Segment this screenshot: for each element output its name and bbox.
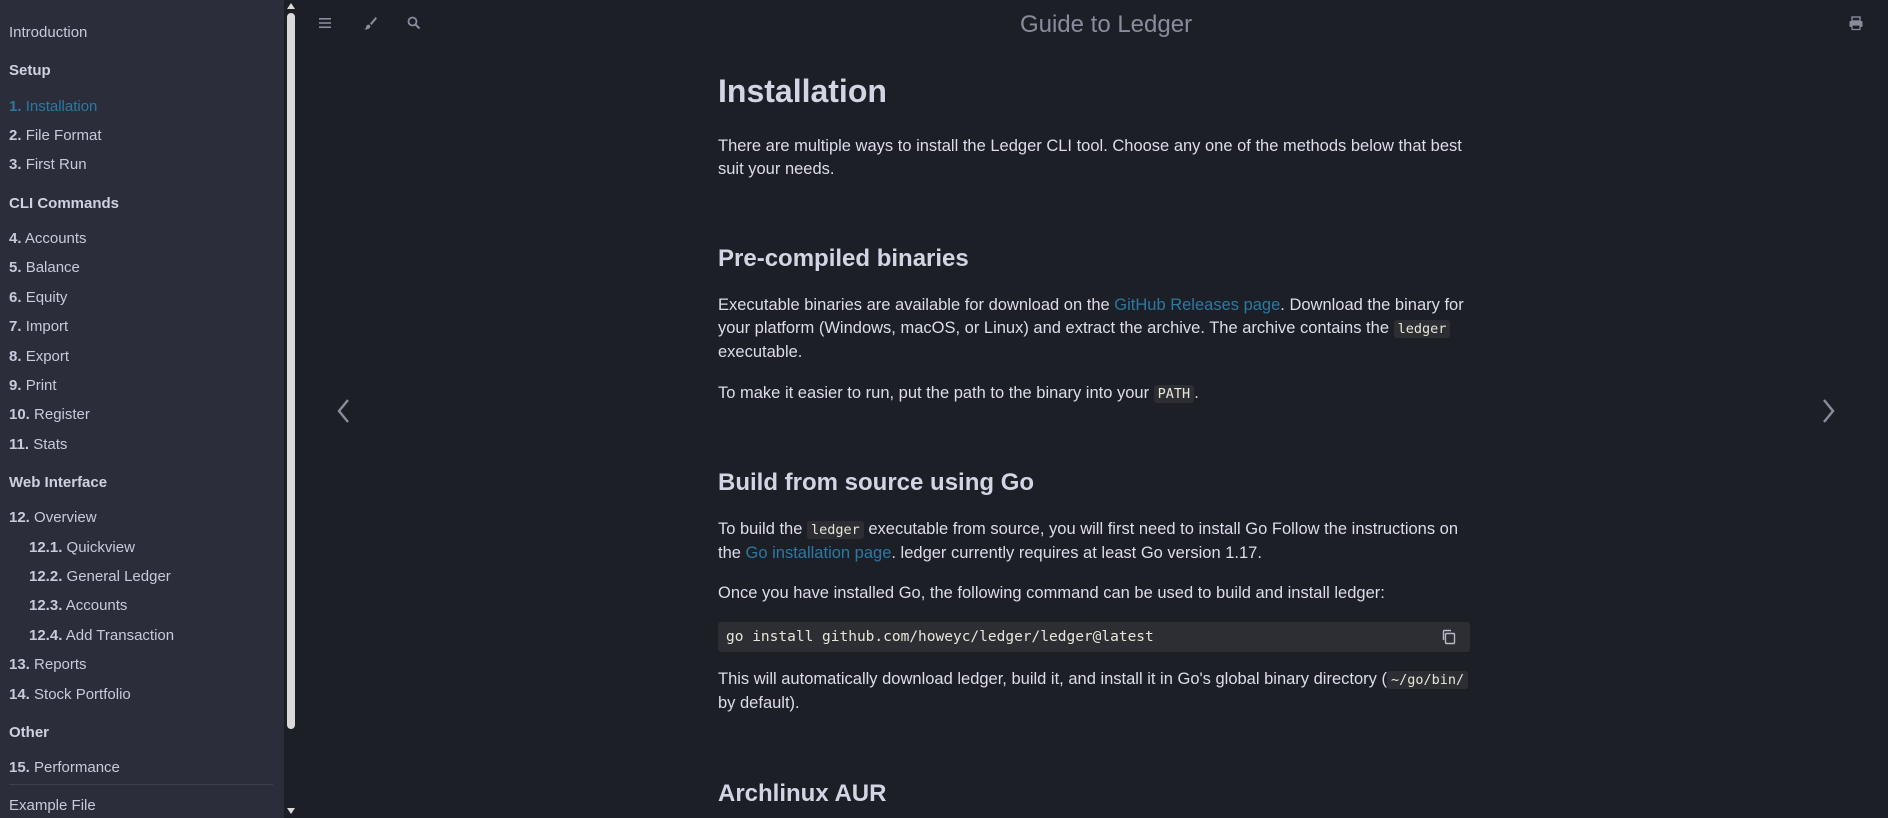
- sidebar-item-number: 6.: [9, 289, 22, 306]
- sidebar-item-label: Overview: [34, 509, 97, 526]
- sidebar-item-label: Stats: [33, 436, 68, 453]
- sidebar-item-label: First Run: [25, 156, 87, 173]
- sidebar-item-export[interactable]: [9, 347, 69, 367]
- sidebar-item-import[interactable]: [9, 317, 68, 337]
- text-run: To make it easier to run, put the path to the binary into your: [718, 384, 1154, 402]
- sidebar-item-number: 11.: [9, 436, 30, 453]
- text-run: by default).: [718, 694, 800, 712]
- sidebar-item-label: General Ledger: [66, 568, 171, 585]
- inline-code: ~/go/bin/: [1387, 671, 1468, 689]
- sidebar-part-web-interface: Web Interface: [9, 474, 108, 491]
- sidebar-item-overview[interactable]: [9, 508, 97, 528]
- sidebar-item-file-format[interactable]: [9, 126, 102, 146]
- inline-code: ledger: [1394, 320, 1451, 338]
- sidebar-item-label: Quickview: [66, 539, 135, 556]
- sidebar-part-other: Other: [9, 724, 50, 741]
- sidebar-item-label: Add Transaction: [65, 627, 175, 644]
- search-icon[interactable]: [406, 15, 422, 31]
- sidebar-item-number: 12.1.: [29, 539, 63, 556]
- install-command[interactable]: go install github.com/howeyc/ledger/ledger@latest: [726, 629, 1154, 645]
- path-paragraph: [718, 382, 1470, 406]
- sidebar-item-label: Register: [34, 406, 90, 423]
- heading-archlinux-aur: Archlinux AUR: [718, 780, 887, 807]
- paintbrush-icon[interactable]: [362, 15, 378, 31]
- heading-build-from-source: Build from source using Go: [718, 469, 1035, 496]
- sidebar-item-label: Equity: [25, 289, 68, 306]
- sidebar-item-number: 14.: [9, 686, 30, 703]
- sidebar-item-number: 8.: [9, 348, 22, 365]
- sidebar-item-number: 10.: [9, 406, 30, 423]
- sidebar: [0, 0, 284, 818]
- print-icon[interactable]: [1848, 15, 1864, 31]
- sidebar-item-label: Installation: [25, 98, 98, 115]
- text-run: This will automatically download ledger, build it, and install it in Go's global binary directory (: [718, 670, 1387, 688]
- intro-paragraph: There are multiple ways to install the Ledger CLI tool. Choose any one of the methods below that best suit your needs.: [718, 137, 1462, 178]
- sidebar-item-label: Reports: [34, 656, 87, 673]
- sidebar-item-number: 12.4.: [29, 627, 63, 644]
- sidebar-item-equity[interactable]: [9, 288, 67, 308]
- scroll-down-icon[interactable]: [287, 808, 295, 814]
- sidebar-item-stock-portfolio[interactable]: [9, 685, 131, 705]
- sidebar-item-label: Performance: [34, 759, 120, 776]
- sidebar-item-number: 12.2.: [29, 568, 63, 585]
- next-chapter-icon[interactable]: [1818, 396, 1838, 426]
- sidebar-item-introduction[interactable]: [9, 23, 87, 43]
- menu-bar: [300, 0, 1888, 48]
- text-run: . ledger currently requires at least Go version 1.17.: [891, 544, 1262, 562]
- sidebar-item-number: 15.: [9, 759, 30, 776]
- github-releases-link[interactable]: GitHub Releases page: [1114, 296, 1281, 314]
- sidebar-item-number: 2.: [9, 127, 22, 144]
- text-run: . Download the binary for your platform (Windows, macOS, or Linux) and extract the archive. The archive contains the: [718, 296, 1464, 337]
- text-run: To build the: [718, 520, 807, 538]
- sidebar-item-add-transaction[interactable]: [29, 626, 174, 646]
- precompiled-paragraph: [718, 294, 1470, 364]
- auto-download-paragraph: [718, 668, 1470, 715]
- sidebar-item-number: 12.: [9, 509, 30, 526]
- sidebar-item-web-accounts[interactable]: [29, 596, 127, 616]
- sidebar-item-label: Stock Portfolio: [34, 686, 131, 703]
- sidebar-item-print[interactable]: [9, 376, 57, 396]
- build-paragraph: [718, 518, 1470, 565]
- menu-icon[interactable]: [317, 15, 333, 31]
- sidebar-item-performance[interactable]: [9, 758, 120, 778]
- sidebar-item-general-ledger[interactable]: [29, 567, 171, 587]
- sidebar-divider: [9, 784, 273, 785]
- sidebar-item-number: 9.: [9, 377, 22, 394]
- sidebar-item-reports[interactable]: [9, 655, 87, 675]
- sidebar-item-label: Export: [25, 348, 70, 365]
- go-installation-link[interactable]: Go installation page: [745, 544, 892, 562]
- text-run: executable.: [718, 343, 803, 361]
- sidebar-item-label: Import: [25, 318, 69, 335]
- sidebar-item-accounts[interactable]: [9, 229, 87, 249]
- text-run: Executable binaries are available for download on the: [718, 296, 1115, 314]
- sidebar-part-cli-commands: CLI Commands: [9, 195, 120, 212]
- sidebar-item-stats[interactable]: [9, 435, 67, 455]
- sidebar-item-number: 7.: [9, 318, 22, 335]
- sidebar-item-example-file[interactable]: [9, 796, 96, 816]
- sidebar-item-label: Accounts: [65, 597, 128, 614]
- inline-code: ledger: [807, 521, 864, 539]
- sidebar-item-label: Introduction: [9, 24, 88, 41]
- copy-icon[interactable]: [1440, 628, 1458, 646]
- sidebar-item-label: Accounts: [24, 230, 87, 247]
- sidebar-item-first-run[interactable]: [9, 155, 87, 175]
- previous-chapter-icon[interactable]: [334, 396, 354, 426]
- text-run: .: [1194, 384, 1199, 402]
- sidebar-scrollbar-thumb[interactable]: [287, 13, 295, 729]
- text-run: executable from source, you will first need to install Go Follow the instructions on the: [718, 520, 1459, 562]
- heading-precompiled-binaries: Pre-compiled binaries: [718, 245, 969, 272]
- sidebar-item-number: 4.: [9, 230, 22, 247]
- sidebar-item-number: 5.: [9, 259, 22, 276]
- sidebar-item-number: 12.3.: [29, 597, 63, 614]
- page-title: Installation: [718, 73, 887, 109]
- code-block: [718, 622, 1470, 652]
- inline-code: PATH: [1154, 385, 1195, 403]
- sidebar-item-installation[interactable]: [9, 97, 97, 117]
- sidebar-item-label: Balance: [25, 259, 80, 276]
- sidebar-item-quickview[interactable]: [29, 538, 135, 558]
- scroll-up-icon[interactable]: [287, 3, 295, 9]
- install-go-paragraph: Once you have installed Go, the following command can be used to build and install ledger:: [718, 584, 1385, 602]
- sidebar-item-label: Example File: [9, 797, 96, 814]
- sidebar-item-label: Print: [25, 377, 57, 394]
- sidebar-part-setup: Setup: [9, 62, 51, 79]
- book-title: Guide to Ledger: [1019, 11, 1193, 38]
- sidebar-item-balance[interactable]: [9, 258, 80, 278]
- sidebar-item-label: File Format: [25, 127, 102, 144]
- sidebar-item-number: 3.: [9, 156, 22, 173]
- sidebar-item-register[interactable]: [9, 405, 90, 425]
- sidebar-item-number: 1.: [9, 98, 22, 115]
- sidebar-item-number: 13.: [9, 656, 30, 673]
